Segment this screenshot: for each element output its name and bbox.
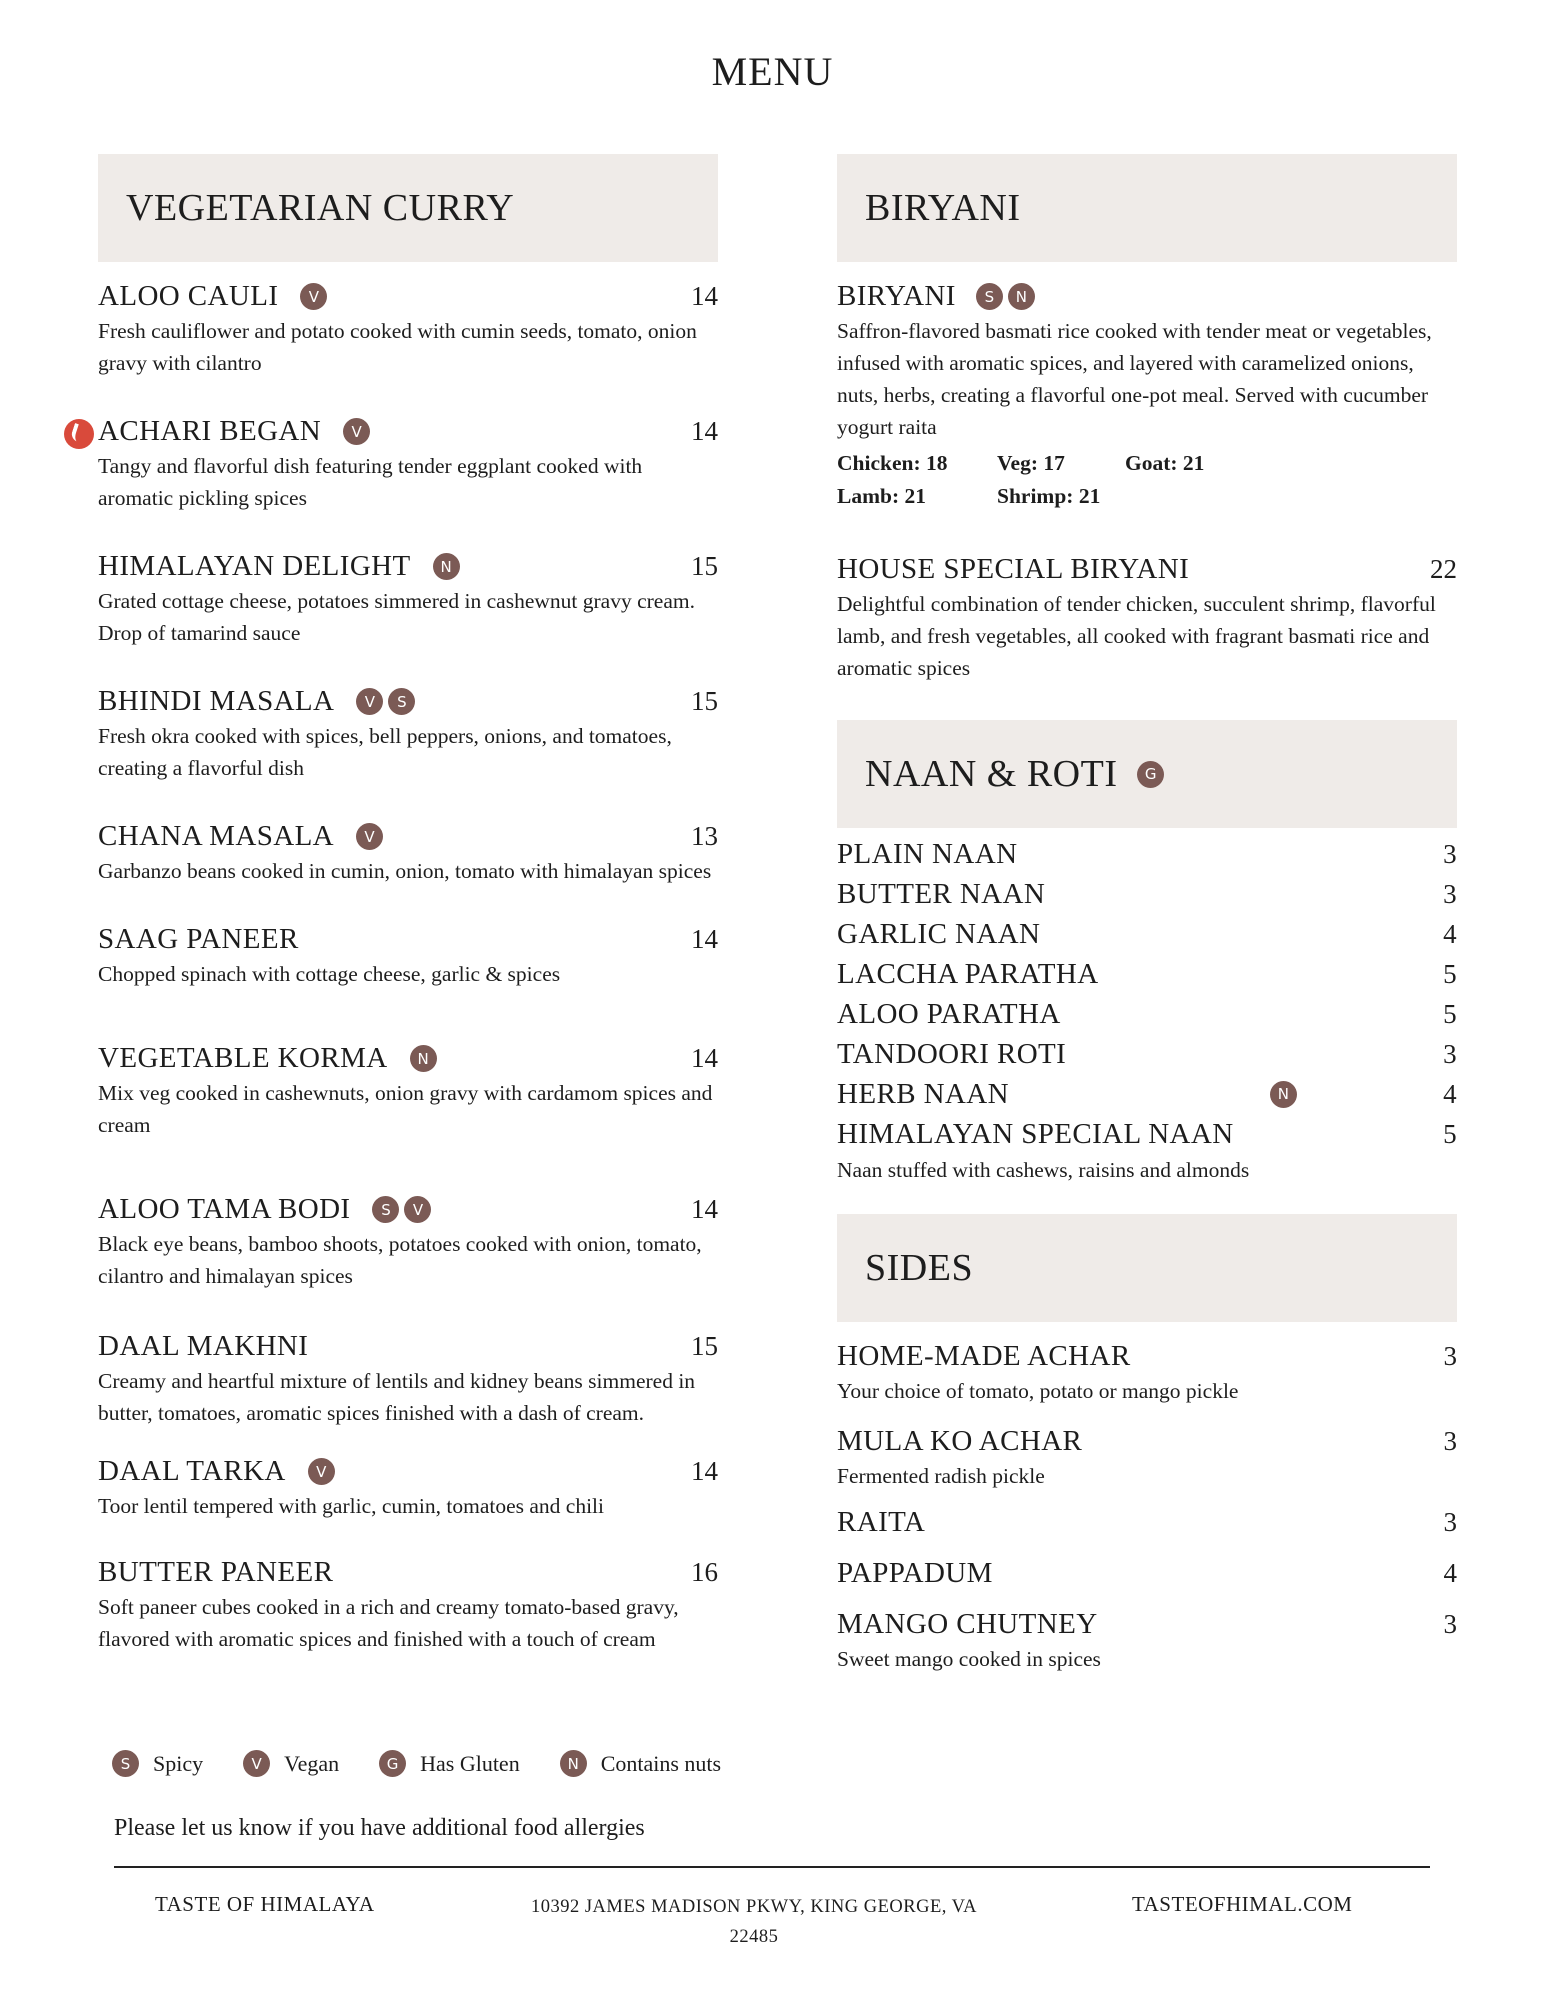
item-price: 3 <box>1443 1507 1457 1537</box>
item-price: 14 <box>691 924 718 954</box>
item-price: 22 <box>1430 554 1457 584</box>
item-header <box>837 1506 1457 1539</box>
diet-badges <box>356 688 415 715</box>
item-price: 16 <box>691 1557 718 1587</box>
item-name-wrap <box>98 820 383 853</box>
address-line: 10392 JAMES MADISON PKWY, KING GEORGE, VA <box>530 1897 978 1917</box>
menu-item <box>98 1042 718 1141</box>
diet-badges <box>308 1458 335 1485</box>
footer-divider <box>114 1866 1430 1868</box>
menu-title: MENU <box>711 49 834 94</box>
item-name: DAAL TARKA <box>98 1455 286 1487</box>
item-price: 13 <box>691 821 718 851</box>
item-price: 5 <box>1443 958 1457 989</box>
item-name: SAAG PANEER <box>98 923 299 955</box>
diet-badge: S <box>976 283 1003 310</box>
menu-item <box>98 820 718 887</box>
item-price: 14 <box>691 1194 718 1224</box>
legend-label: Contains nuts <box>600 1750 722 1776</box>
item-name-wrap <box>98 1193 431 1226</box>
price-variant: Veg: 17 <box>997 451 1065 475</box>
menu-item <box>98 1556 718 1655</box>
item-header <box>837 1425 1457 1458</box>
legend-badge: V <box>243 1750 270 1777</box>
item-header <box>98 415 718 448</box>
diet-badges <box>976 283 1035 310</box>
item-header <box>837 1340 1457 1373</box>
item-description: Black eye beans, bamboo shoots, potatoes cooked with onion, tomato, cilantro and himalayan spices <box>98 1232 702 1288</box>
item-name: BIRYANI <box>837 280 956 312</box>
item-header <box>98 685 718 718</box>
item-name: ACHARI BEGAN <box>98 415 322 447</box>
item-price: 15 <box>691 1331 718 1361</box>
item-name: HOUSE SPECIAL BIRYANI <box>837 553 1190 585</box>
right-column <box>837 154 1457 1675</box>
diet-badge: N <box>410 1045 437 1072</box>
price-variant: Lamb: 21 <box>837 484 926 508</box>
item-name: BUTTER PANEER <box>98 1556 334 1588</box>
diet-badges <box>356 823 383 850</box>
price-variants <box>837 451 1457 476</box>
item-header <box>98 923 718 956</box>
item-description: Saffron-flavored basmati rice cooked with tender meat or vegetables, infused with aromatic spices, and layered with caramelized onions, nuts, herbs, creating a flavorful one-pot meal. Served with cucumber yogurt raita <box>837 319 1432 439</box>
item-price: 3 <box>1443 1426 1457 1456</box>
legend-badge: G <box>379 1750 406 1777</box>
item-header <box>98 820 718 853</box>
item-header <box>98 1556 718 1589</box>
item-name: DAAL MAKHNI <box>98 1330 309 1362</box>
address-line: 22485 <box>729 1927 779 1947</box>
menu-item <box>98 923 718 990</box>
menu-item <box>98 280 718 379</box>
item-name-wrap <box>98 415 370 448</box>
naan-item <box>837 874 1457 914</box>
item-price: 5 <box>1443 998 1457 1029</box>
menu-item <box>837 280 1457 509</box>
legend-item <box>243 1750 339 1777</box>
naan-item <box>837 954 1457 994</box>
item-name: HIMALAYAN SPECIAL NAAN <box>837 1117 1234 1150</box>
item-name: ALOO CAULI <box>98 280 279 312</box>
legend-label: Spicy <box>153 1750 204 1776</box>
item-name-wrap <box>98 685 415 718</box>
legend-badge: S <box>112 1750 139 1777</box>
item-description: Sweet mango cooked in spices <box>837 1647 1101 1671</box>
legend-item <box>379 1750 520 1777</box>
item-price: 14 <box>691 1043 718 1073</box>
address <box>494 1892 1014 1952</box>
item-price: 5 <box>1443 1118 1457 1149</box>
item-header <box>98 1330 718 1363</box>
item-header <box>98 1193 718 1226</box>
item-name-wrap <box>98 1455 335 1488</box>
item-name: ALOO TAMA BODI <box>98 1193 351 1225</box>
menu-item <box>837 1506 1457 1539</box>
item-name: ALOO PARATHA <box>837 997 1061 1030</box>
legend-label: Vegan <box>284 1750 340 1776</box>
item-name: HERB NAAN <box>837 1077 1009 1110</box>
section-heading: VEGETARIAN CURRY <box>98 154 718 262</box>
item-price: 3 <box>1443 838 1457 869</box>
allergy-note: Please let us know if you have additional food allergies <box>114 1815 645 1841</box>
menu-item <box>837 1557 1457 1590</box>
menu-item <box>837 553 1457 684</box>
diet-badge: S <box>372 1196 399 1223</box>
item-name: TANDOORI ROTI <box>837 1037 1067 1070</box>
menu-item <box>837 1425 1457 1492</box>
item-price: 15 <box>691 551 718 581</box>
gluten-badge: G <box>1137 761 1164 788</box>
diet-badges <box>410 1045 437 1072</box>
item-price: 3 <box>1443 1609 1457 1639</box>
item-description: Your choice of tomato, potato or mango pickle <box>837 1379 1239 1403</box>
diet-badge: V <box>356 688 383 715</box>
diet-badges <box>300 283 327 310</box>
item-name: BHINDI MASALA <box>98 685 335 717</box>
item-description: Naan stuffed with cashews, raisins and almonds <box>837 1158 1250 1182</box>
item-name: LACCHA PARATHA <box>837 957 1099 990</box>
item-name: CHANA MASALA <box>98 820 335 852</box>
item-price: 14 <box>691 1456 718 1486</box>
price-variants <box>837 484 1457 509</box>
menu-item <box>98 1455 718 1522</box>
legend-item <box>560 1750 721 1777</box>
item-description: Toor lentil tempered with garlic, cumin, tomatoes and chili <box>98 1494 604 1518</box>
chili-icon <box>64 419 94 449</box>
item-price: 4 <box>1443 1078 1457 1109</box>
item-price: 3 <box>1443 1038 1457 1069</box>
section-heading <box>837 720 1457 828</box>
menu-item <box>98 1330 718 1429</box>
item-price: 14 <box>691 416 718 446</box>
diet-badge: V <box>300 283 327 310</box>
legend-item <box>112 1750 203 1777</box>
item-name: RAITA <box>837 1506 926 1538</box>
item-description: Soft paneer cubes cooked in a rich and creamy tomato-based gravy, flavored with aromatic spices and finished with a touch of cream <box>98 1595 679 1651</box>
item-name: BUTTER NAAN <box>837 877 1046 910</box>
naan-heading-text: NAAN & ROTI <box>865 753 1118 795</box>
item-price: 3 <box>1443 1341 1457 1371</box>
diet-badges <box>343 418 370 445</box>
item-name-wrap <box>98 280 327 313</box>
item-name: MANGO CHUTNEY <box>837 1608 1098 1640</box>
diet-badge: V <box>343 418 370 445</box>
naan-item <box>837 994 1457 1034</box>
section-heading: SIDES <box>837 1214 1457 1322</box>
item-header <box>98 280 718 313</box>
item-name-wrap <box>98 1330 308 1363</box>
diet-badge: V <box>308 1458 335 1485</box>
price-variant: Chicken: 18 <box>837 451 948 475</box>
item-price: 4 <box>1443 1558 1457 1588</box>
item-name: PAPPADUM <box>837 1557 993 1589</box>
item-description: Fermented radish pickle <box>837 1464 1045 1488</box>
legend <box>112 1750 761 1777</box>
item-name: GARLIC NAAN <box>837 917 1041 950</box>
item-description: Fresh okra cooked with spices, bell peppers, onions, and tomatoes, creating a flavorful dish <box>98 724 672 780</box>
item-description: Mix veg cooked in cashewnuts, onion gravy with cardamom spices and cream <box>98 1081 713 1137</box>
menu-item <box>98 550 718 649</box>
diet-badges <box>433 553 460 580</box>
item-name-wrap <box>98 1556 333 1589</box>
nuts-badge: N <box>1270 1081 1297 1108</box>
diet-badge: V <box>404 1196 431 1223</box>
item-name-wrap <box>98 550 460 583</box>
item-header <box>98 1042 718 1075</box>
section-heading: BIRYANI <box>837 154 1457 262</box>
item-name-wrap <box>98 923 299 956</box>
item-price: 3 <box>1443 878 1457 909</box>
item-description: Garbanzo beans cooked in cumin, onion, tomato with himalayan spices <box>98 859 712 883</box>
diet-badges <box>372 1196 431 1223</box>
menu-item <box>837 1340 1457 1407</box>
item-header <box>98 1455 718 1488</box>
item-name: HOME-MADE ACHAR <box>837 1340 1131 1372</box>
item-name: VEGETABLE KORMA <box>98 1042 388 1074</box>
sides-list <box>837 1340 1457 1675</box>
item-name: MULA KO ACHAR <box>837 1425 1083 1457</box>
item-price: 15 <box>691 686 718 716</box>
naan-item <box>837 1114 1457 1154</box>
diet-badge: V <box>356 823 383 850</box>
item-header <box>837 1608 1457 1641</box>
menu-item <box>837 1608 1457 1675</box>
menu-item <box>98 1193 718 1292</box>
item-price: 14 <box>691 281 718 311</box>
vegetarian-curry-section <box>98 154 718 1655</box>
item-description: Chopped spinach with cottage cheese, garlic & spices <box>98 962 561 986</box>
item-description: Creamy and heartful mixture of lentils and kidney beans simmered in butter, tomatoes, aromatic spices finished with a dash of cream. <box>98 1369 696 1425</box>
item-header <box>837 1557 1457 1590</box>
item-description: Fresh cauliflower and potato cooked with cumin seeds, tomato, onion gravy with cilantro <box>98 319 697 375</box>
naan-item <box>837 1074 1457 1114</box>
legend-badge: N <box>560 1750 587 1777</box>
item-price: 4 <box>1443 918 1457 949</box>
item-header <box>98 550 718 583</box>
diet-badge: N <box>433 553 460 580</box>
item-description: Tangy and flavorful dish featuring tender eggplant cooked with aromatic pickling spices <box>98 454 643 510</box>
legend-label: Has Gluten <box>420 1750 520 1776</box>
diet-badge: N <box>1008 283 1035 310</box>
naan-list <box>837 834 1457 1154</box>
item-description: Delightful combination of tender chicken, succulent shrimp, flavorful lamb, and fresh vegetables, all cooked with fragrant basmati rice and aromatic spices <box>837 592 1436 680</box>
menu-item <box>98 415 718 514</box>
price-variant: Shrimp: 21 <box>997 484 1101 508</box>
item-name: PLAIN NAAN <box>837 837 1018 870</box>
price-variant: Goat: 21 <box>1125 451 1205 475</box>
website-link[interactable]: TASTEOFHIMAL.COM <box>1132 1892 1353 1916</box>
item-name-wrap <box>98 1042 437 1075</box>
item-description: Grated cottage cheese, potatoes simmered in cashewnut gravy cream. Drop of tamarind sauce <box>98 589 695 645</box>
naan-item <box>837 834 1457 874</box>
diet-badge: S <box>388 688 415 715</box>
vegetarian-curry-list <box>98 280 718 1655</box>
item-name: HIMALAYAN DELIGHT <box>98 550 411 582</box>
menu-item <box>98 685 718 784</box>
naan-item <box>837 1034 1457 1074</box>
restaurant-name: TASTE OF HIMALAYA <box>155 1892 375 1916</box>
naan-item <box>837 914 1457 954</box>
